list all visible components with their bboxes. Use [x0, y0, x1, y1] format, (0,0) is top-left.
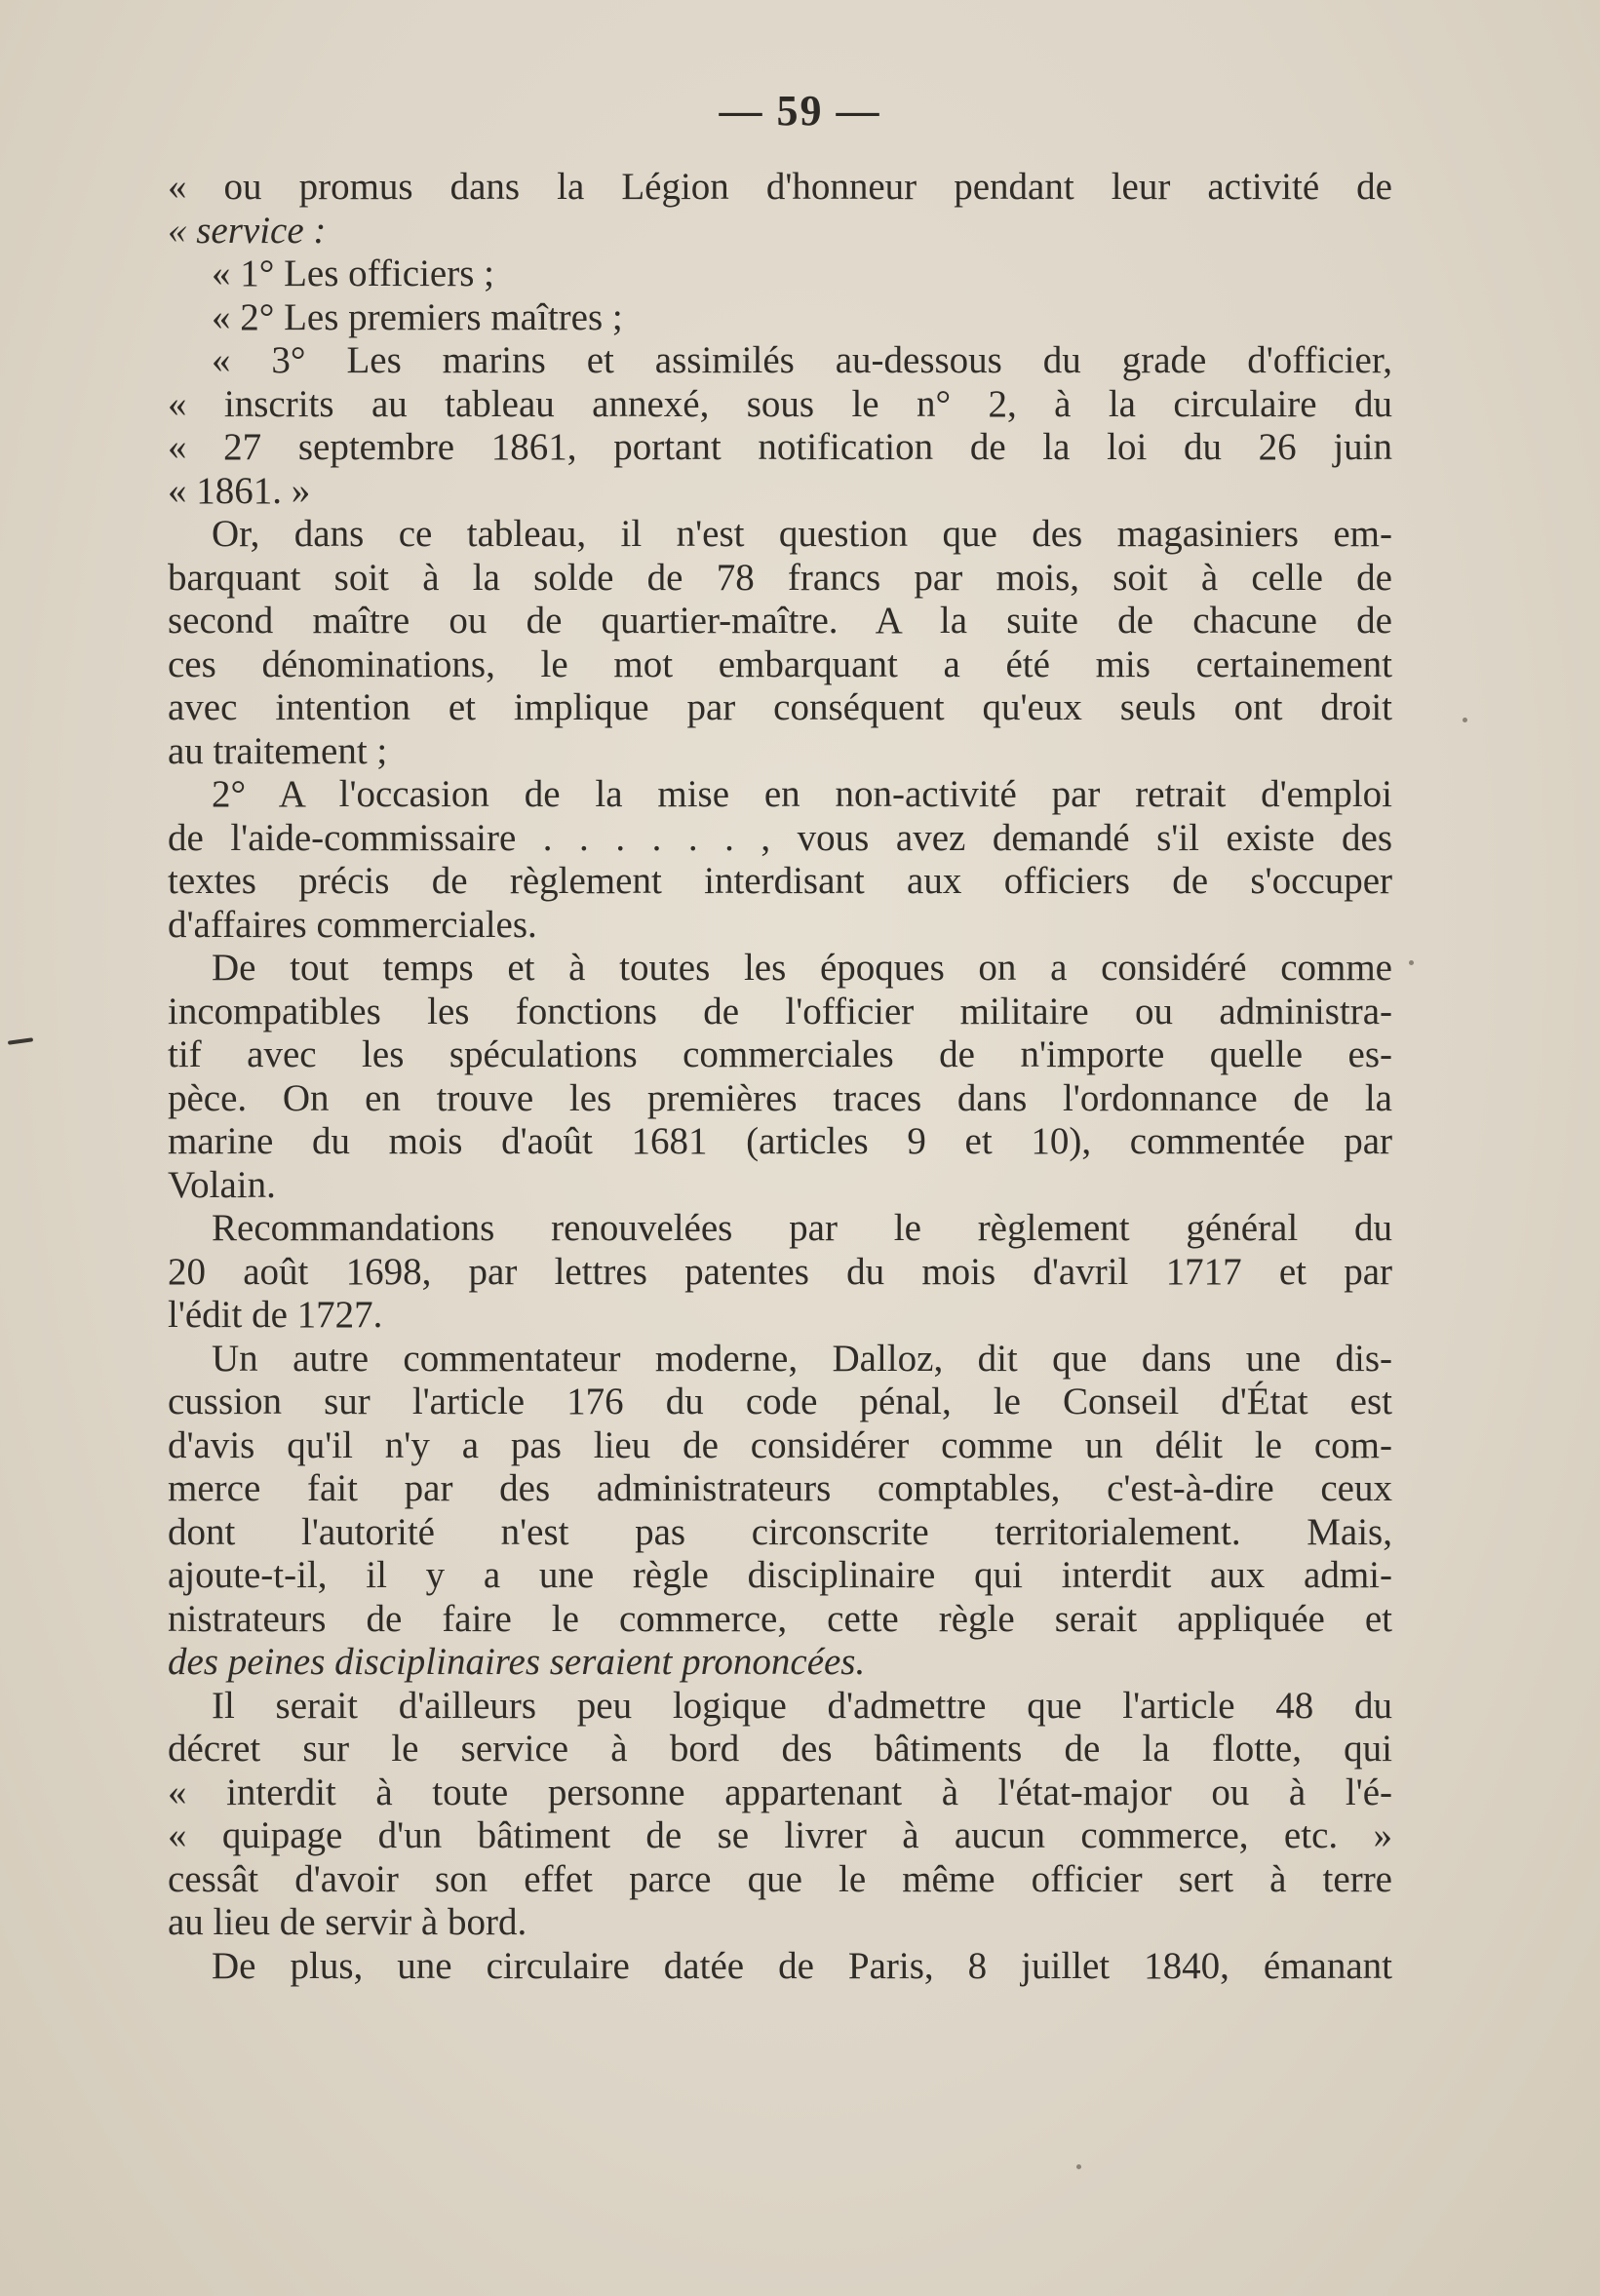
text-line: barquant soit à la solde de 78 francs par mois, soit à celle de — [168, 556, 1392, 599]
text-line: tif avec les spéculations commerciales de n'importe quelle es- — [168, 1033, 1392, 1075]
text-line: « service : — [168, 209, 327, 252]
text-line: « inscrits au tableau annexé, sous le n° 2, à la circulaire du — [168, 382, 1392, 425]
text-line: incompatibles les fonctions de l'officier militaire ou administra- — [168, 990, 1392, 1032]
speck-mark — [1076, 2164, 1081, 2169]
text-line: Or, dans ce tableau, il n'est question que des magasiniers em- — [212, 513, 1392, 555]
text-line: « 2° Les premiers maîtres ; — [212, 295, 623, 338]
text-line: second maître ou de quartier-maître. A la suite de chacune de — [168, 600, 1392, 642]
text-line: « 1861. » — [168, 469, 311, 512]
text-line: 20 août 1698, par lettres patentes du mois d'avril 1717 et par — [168, 1250, 1392, 1293]
text-line: textes précis de règlement interdisant aux officiers de s'occuper — [168, 860, 1392, 902]
text-line: « 3° Les marins et assimilés au-dessous du grade d'officier, — [212, 339, 1392, 381]
text-line: Un autre commentateur moderne, Dalloz, dit que dans une dis- — [212, 1337, 1392, 1380]
text-line: d'affaires commerciales. — [168, 903, 537, 946]
page-number: — 59 — — [719, 87, 881, 135]
text-line: cussion sur l'article 176 du code pénal, le Conseil d'État est — [168, 1381, 1392, 1422]
text-line: marine du mois d'août 1681 (articles 9 et 10), commentée par — [168, 1120, 1392, 1162]
text-line: des peines disciplinaires seraient prononcées. — [168, 1641, 866, 1683]
text-line: cessât d'avoir son effet parce que le même officier sert à terre — [168, 1857, 1392, 1900]
text-line: « ou promus dans la Légion d'honneur pendant leur activité de — [168, 166, 1392, 208]
text-line: pèce. On en trouve les premières traces dans l'ordonnance de la — [168, 1076, 1392, 1119]
margin-mark — [8, 1037, 33, 1045]
text-line: ces dénominations, le mot embarquant a été mis certainement — [168, 642, 1392, 685]
text-line: de l'aide-commissaire . . . . . . , vous avez demandé s'il existe des — [168, 816, 1392, 859]
speck-mark — [1463, 718, 1467, 722]
text-line: au traitement ; — [168, 729, 388, 772]
text-line: 2° A l'occasion de la mise en non-activité par retrait d'emploi — [212, 773, 1392, 815]
text-line: « interdit à toute personne appartenant à l'état-major ou à l'é- — [168, 1771, 1392, 1813]
text-line: « 27 septembre 1861, portant notification de la loi du 26 juin — [168, 426, 1392, 468]
text-line: avec intention et implique par conséquent qu'eux seuls ont droit — [168, 686, 1392, 728]
text-line: Volain. — [168, 1163, 276, 1206]
text-line: Il serait d'ailleurs peu logique d'admettre que l'article 48 du — [212, 1684, 1392, 1727]
text-line: Recommandations renouvelées par le règlement général du — [212, 1207, 1392, 1249]
body-text — [168, 166, 1392, 1988]
text-line: ajoute-t-il, il y a une règle disciplinaire qui interdit aux admi- — [168, 1554, 1392, 1596]
text-line: nistrateurs de faire le commerce, cette règle serait appliquée et — [168, 1597, 1392, 1640]
text-line: au lieu de servir à bord. — [168, 1901, 527, 1943]
text-line: dont l'autorité n'est pas circonscrite territorialement. Mais, — [168, 1510, 1392, 1553]
text-line: « 1° Les officiers ; — [212, 253, 494, 294]
text-line: merce fait par des administrateurs comptables, c'est-à-dire ceux — [168, 1467, 1392, 1509]
text-line: De plus, une circulaire datée de Paris, 8 juillet 1840, émanant — [212, 1944, 1392, 1987]
text-line: l'édit de 1727. — [168, 1294, 383, 1336]
text-line: De tout temps et à toutes les époques on a considéré comme — [212, 947, 1392, 989]
text-line: décret sur le service à bord des bâtiments de la flotte, qui — [168, 1728, 1392, 1770]
speck-mark — [1409, 960, 1414, 965]
text-line: « quipage d'un bâtiment de se livrer à aucun commerce, etc. » — [168, 1814, 1392, 1856]
text-line: d'avis qu'il n'y a pas lieu de considérer comme un délit le com- — [168, 1423, 1392, 1466]
